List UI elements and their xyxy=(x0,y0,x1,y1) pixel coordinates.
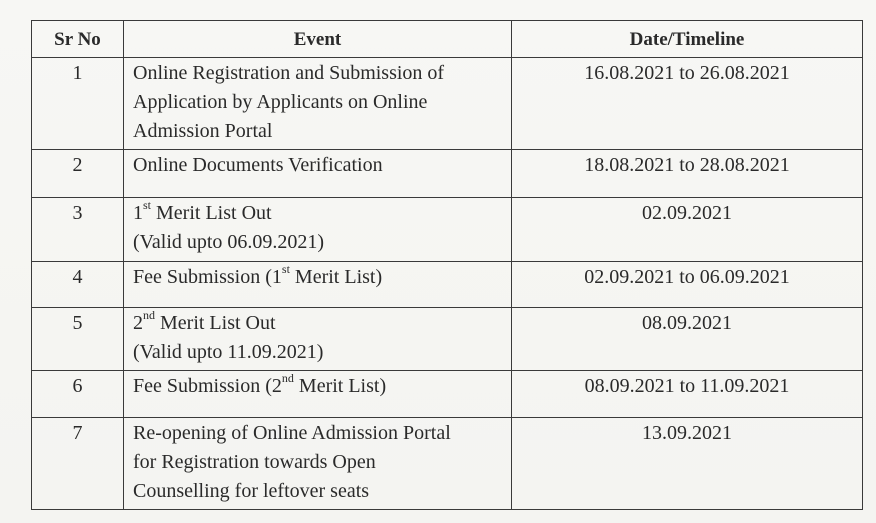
event-line: Application by Applicants on Online xyxy=(133,91,428,113)
date-cell: 08.09.2021 xyxy=(512,308,863,371)
header-event: Event xyxy=(124,21,512,58)
table-row xyxy=(32,308,863,371)
sr-no-cell: 1 xyxy=(32,58,124,150)
event-line xyxy=(133,263,505,292)
event-text: Merit List Out xyxy=(151,202,272,224)
table-header-row xyxy=(32,21,863,58)
event-cell xyxy=(124,418,512,510)
ordinal-number: 2 xyxy=(133,312,143,334)
event-line: (Valid upto 11.09.2021) xyxy=(133,341,324,363)
date-cell: 02.09.2021 xyxy=(512,198,863,262)
event-line: for Registration towards Open xyxy=(133,451,376,473)
event-line: Re-opening of Online Admission Portal xyxy=(133,422,451,444)
event-cell xyxy=(124,198,512,262)
event-line xyxy=(133,309,505,338)
sr-no-cell: 7 xyxy=(32,418,124,510)
event-cell xyxy=(124,262,512,308)
date-cell: 18.08.2021 to 28.08.2021 xyxy=(512,150,863,198)
table-row xyxy=(32,418,863,510)
event-cell xyxy=(124,308,512,371)
event-text: Merit List) xyxy=(293,375,387,397)
event-cell xyxy=(124,58,512,150)
event-text: Merit List) xyxy=(289,266,383,288)
event-line: (Valid upto 06.09.2021) xyxy=(133,231,325,253)
sr-no-cell: 4 xyxy=(32,262,124,308)
sr-no-cell: 5 xyxy=(32,308,124,371)
sr-no-cell: 6 xyxy=(32,371,124,418)
event-line: Online Documents Verification xyxy=(133,154,383,176)
schedule-table xyxy=(31,20,863,510)
ordinal-suffix: st xyxy=(281,262,290,277)
ordinal-suffix: nd xyxy=(281,371,294,386)
event-text: Merit List Out xyxy=(155,312,276,334)
event-text: Fee Submission (1 xyxy=(133,266,282,288)
event-line: Admission Portal xyxy=(133,120,273,142)
date-cell: 16.08.2021 to 26.08.2021 xyxy=(512,58,863,150)
event-line: Online Registration and Submission of xyxy=(133,62,445,84)
table-row xyxy=(32,262,863,308)
header-sr-no: Sr No xyxy=(32,21,124,58)
table-row xyxy=(32,150,863,198)
event-line xyxy=(133,372,505,401)
event-line: Counselling for leftover seats xyxy=(133,480,370,502)
ordinal-suffix: nd xyxy=(143,308,155,323)
ordinal-number: 1 xyxy=(133,202,143,224)
event-cell xyxy=(124,150,512,198)
event-cell xyxy=(124,371,512,418)
date-cell: 08.09.2021 to 11.09.2021 xyxy=(512,371,863,418)
header-date-timeline: Date/Timeline xyxy=(512,21,863,58)
table-row xyxy=(32,58,863,150)
date-cell: 02.09.2021 to 06.09.2021 xyxy=(512,262,863,308)
date-cell: 13.09.2021 xyxy=(512,418,863,510)
event-text: Fee Submission (2 xyxy=(133,375,282,397)
ordinal-suffix: st xyxy=(143,198,152,213)
table-row xyxy=(32,198,863,262)
table-row xyxy=(32,371,863,418)
sr-no-cell: 2 xyxy=(32,150,124,198)
sr-no-cell: 3 xyxy=(32,198,124,262)
event-line xyxy=(133,199,505,228)
